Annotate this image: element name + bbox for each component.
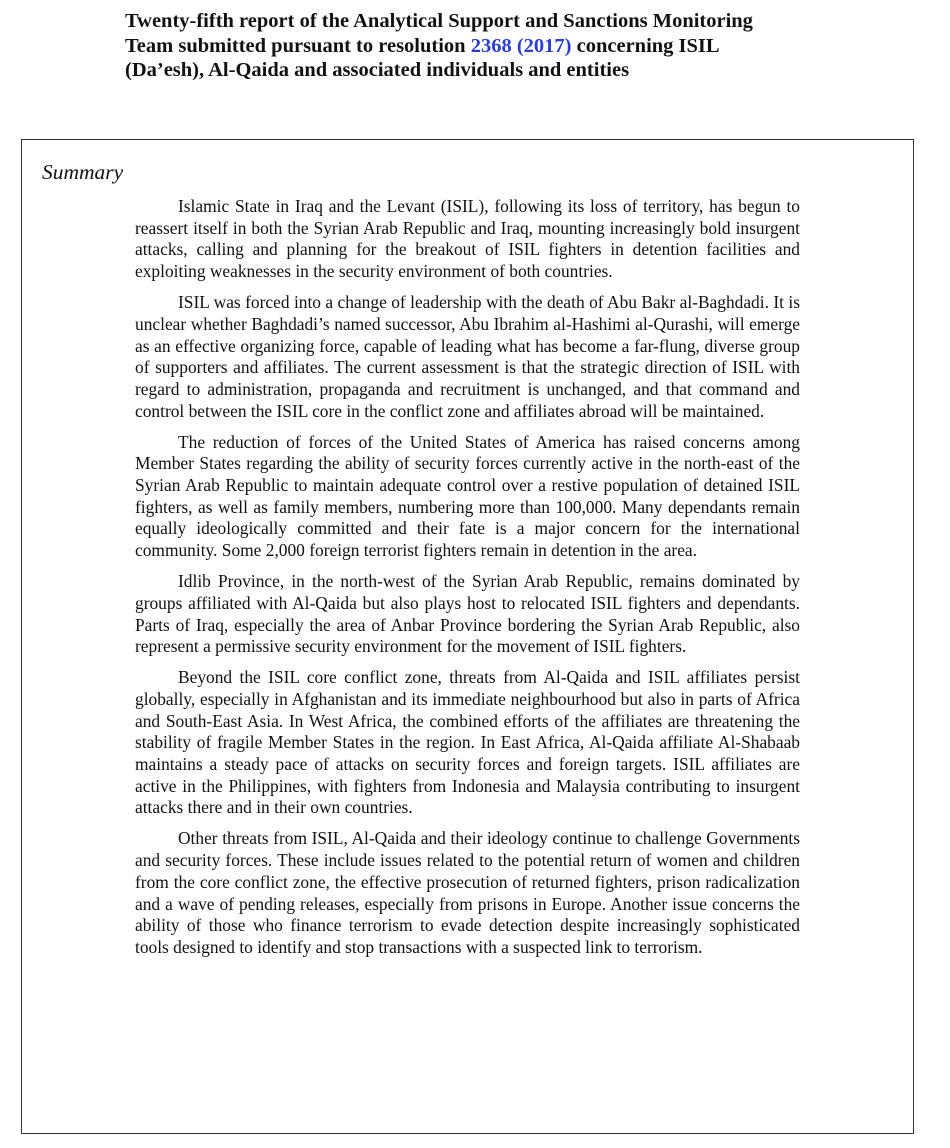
summary-paragraph-2: ISIL was forced into a change of leadership with the death of Abu Bakr al-Baghdadi. It is unclear whether Baghdadi’s named successor, Abu Ibrahim al-Hashimi al-Qurashi, will emerge as an effective organizing force, capable of leading what has become a far-flung, diverse group of supporters and affiliates. The current assessment is that the strategic direction of ISIL with regard to administration, propaganda and recruitment is unchanged, and that command and control between the ISIL core in the conflict zone and affiliates abroad will be maintained. [135,292,800,421]
title-text-end: concerning ISIL (Da’esh), Al-Qaida and associated individuals and entities [125,34,719,82]
title-text-start: Twenty-fifth report of the Analytical Support and Sanctions Monitoring Team submitted pursuant to resolution [125,10,753,57]
resolution-link[interactable]: 2368 (2017) [470,34,572,57]
summary-paragraph-1: Islamic State in Iraq and the Levant (ISIL), following its loss of territory, has begun to reassert itself in both the Syrian Arab Republic and Iraq, mounting increasingly bold insurgent attacks, calling and planning for the breakout of ISIL fighters in detention facilities and exploiting weaknesses in the security environment of both countries. [135,196,800,282]
summary-body [135,196,800,968]
summary-paragraph-3: The reduction of forces of the United States of America has raised concerns among Member States regarding the ability of security forces currently active in the north-east of the Syrian Arab Republic to maintain adequate control over a restive population of detained ISIL fighters, as well as family members, numbering more than 100,000. Many dependants remain equally ideologically committed and their fate is a major concern for the international community. Some 2,000 foreign terrorist fighters remain in detention in the area. [135,431,800,561]
summary-heading: Summary [42,160,124,184]
summary-paragraph-4: Idlib Province, in the north-west of the Syrian Arab Republic, remains dominated by groups affiliated with Al-Qaida but also plays host to relocated ISIL fighters and dependants. Parts of Iraq, especially the area of Anbar Province bordering the Syrian Arab Republic, also represent a permissive security environment for the movement of ISIL fighters. [135,571,800,657]
summary-paragraph-6: Other threats from ISIL, Al-Qaida and their ideology continue to challenge Governments and security forces. These include issues related to the potential return of women and children from the core conflict zone, the effective prosecution of returned fighters, prison radicalization and a wave of pending releases, especially from prisons in Europe. Another issue concerns the ability of those who finance terrorism to evade detection despite increasingly sophisticated tools designed to identify and stop transactions with a suspected link to terrorism. [135,828,800,957]
summary-paragraph-5: Beyond the ISIL core conflict zone, threats from Al-Qaida and ISIL affiliates persist globally, especially in Afghanistan and its immediate neighbourhood but also in parts of Africa and South-East Asia. In West Africa, the combined efforts of the affiliates are threatening the stability of fragile Member States in the region. In East Africa, Al-Qaida affiliate Al-Shabaab maintains a steady pace of attacks on security forces and foreign targets. ISIL affiliates are active in the Philippines, with fighters from Indonesia and Malaysia contributing to insurgent attacks there and in their own countries. [135,667,800,818]
summary-box [21,139,914,1134]
document-title [125,9,785,83]
